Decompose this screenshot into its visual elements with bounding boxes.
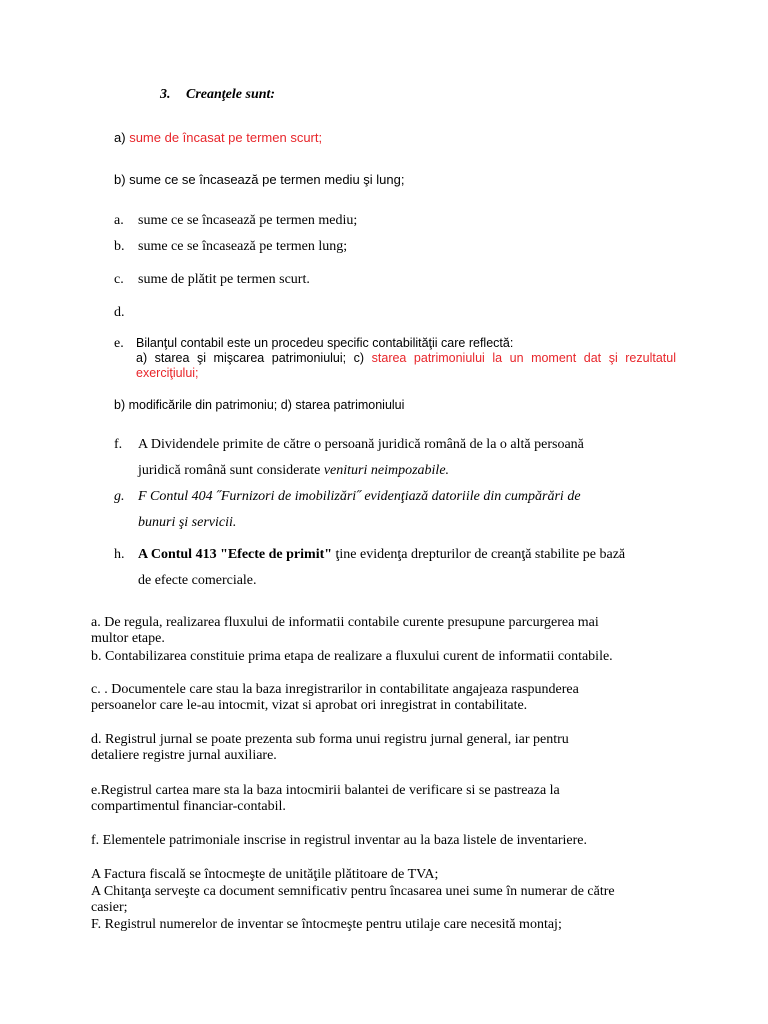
final-line-3: casier;	[91, 900, 128, 915]
para-e-line2: compartimentul financiar-contabil.	[91, 799, 286, 814]
item-h-line1	[138, 547, 625, 563]
item-g-line1: F Contul 404 ˝Furnizori de imobilizări˝ evidenţiază datoriile din cumpărări de	[138, 489, 581, 504]
list-item-g-marker: g.	[114, 489, 125, 504]
para-a-line1: a. De regula, realizarea fluxului de informatii contabile curente presupune parcurgerea mai	[91, 615, 599, 630]
para-b: b. Contabilizarea constituie prima etapa de realizare a fluxului curent de informatii contabile.	[91, 649, 613, 664]
item-g-line2: bunuri şi servicii.	[138, 515, 237, 530]
para-a-line2: multor etape.	[91, 631, 165, 646]
final-line-2: A Chitanţa serveşte ca document semnificativ pentru încasarea unei sume în numerar de către	[91, 884, 615, 899]
list-item-a-text: sume ce se încasează pe termen mediu;	[138, 213, 358, 228]
item-h-line1-bold: A Contul 413 "Efecte de primit"	[138, 547, 333, 562]
item-h-line1-rest: ţine evidenţa drepturilor de creanţă stabilite pe bază	[332, 547, 626, 562]
list-item-b-text: sume ce se încasează pe termen lung;	[138, 239, 348, 254]
heading-number: 3.	[160, 87, 171, 102]
section-heading	[160, 87, 275, 103]
item-f-line1: A Dividendele primite de către o persoană juridică română de la o altă persoană	[138, 437, 584, 452]
para-f: f. Elementele patrimoniale inscrise in registrul inventar au la baza listele de inventariere.	[91, 833, 588, 848]
item-f-line2-italic: venituri neimpozabile.	[323, 463, 450, 478]
para-d-line2: detaliere registre jurnal auxiliare.	[91, 748, 277, 763]
item-e-continuation: b) modificările din patrimoniu; d) starea patrimoniului	[114, 398, 405, 412]
list-item-c-text: sume de plătit pe termen scurt.	[138, 272, 310, 287]
heading-text: Creanţele sunt:	[186, 87, 276, 102]
list-item-f-marker: f.	[114, 437, 123, 452]
list-item-b-marker: b.	[114, 239, 125, 254]
item-e-line1: Bilanţul contabil este un procedeu specific contabilităţii care reflectă:	[136, 336, 514, 350]
para-c-line1: c. . Documentele care stau la baza inregistrarilor in contabilitate angajeaza raspunderea	[91, 682, 579, 697]
item-e-line3: exerciţiului;	[136, 366, 199, 380]
option-a	[114, 130, 322, 145]
item-e-line2-red: starea patrimoniului la un moment dat şi rezultatul	[371, 351, 676, 365]
final-line-1: A Factura fiscală se întocmeşte de unităţile plătitoare de TVA;	[91, 867, 439, 882]
item-e-line2	[136, 351, 676, 365]
para-e-line1: e.Registrul cartea mare sta la baza intocmirii balantei de verificare si se pastreaza la	[91, 783, 560, 798]
para-d-line1: d. Registrul jurnal se poate prezenta sub forma unui registru jurnal general, iar pentru	[91, 732, 569, 747]
item-e-line2-black: a) starea şi mişcarea patrimoniului; c)	[136, 351, 372, 365]
list-item-h-marker: h.	[114, 547, 125, 562]
para-c-line2: persoanelor care le-au intocmit, vizat si aprobat ori inregistrat in contabilitate.	[91, 698, 528, 713]
list-item-d-marker: d.	[114, 305, 125, 320]
list-item-e-marker: e.	[114, 336, 124, 351]
list-item-c-marker: c.	[114, 272, 124, 287]
option-a-text: sume de încasat pe termen scurt;	[129, 130, 323, 145]
list-item-a-marker: a.	[114, 213, 124, 228]
item-f-line2	[138, 463, 449, 479]
final-line-4: F. Registrul numerelor de inventar se întocmeşte pentru utilaje care necesită montaj;	[91, 917, 562, 932]
option-b: b) sume ce se încasează pe termen mediu şi lung;	[114, 172, 405, 187]
option-a-prefix: a)	[114, 130, 126, 145]
item-h-line2: de efecte comerciale.	[138, 573, 257, 588]
item-f-line2-plain: juridică română sunt considerate	[138, 463, 324, 478]
